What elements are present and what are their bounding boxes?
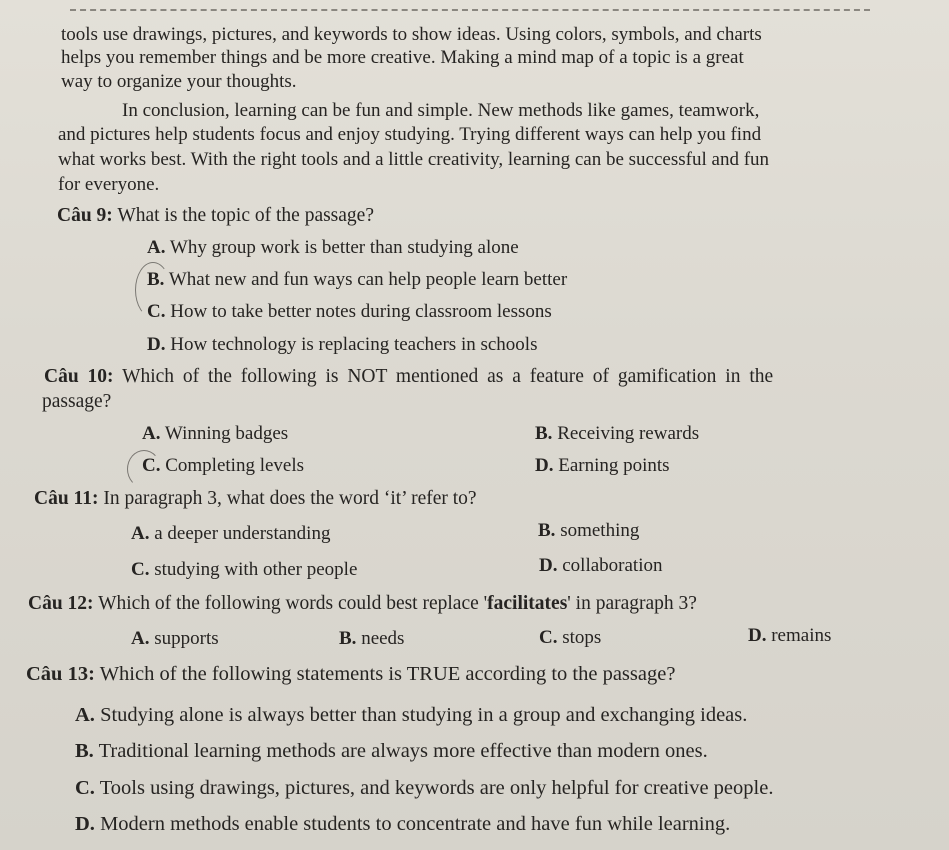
question-12-stem [28,593,697,615]
option-d[interactable] [147,334,537,356]
option-text: collaboration [562,555,663,576]
question-10-stem-cont: passage? [42,391,112,412]
question-text: In paragraph 3, what does the word ‘it’ refer to? [103,488,477,509]
passage-line: what works best. With the right tools and a little creativity, learning can be successful and fun [58,149,770,170]
option-b[interactable] [75,740,708,762]
question-label: Câu 10: [44,366,114,387]
passage-line: helps you remember things and be more creative. Making a mind map of a topic is a great [61,47,744,68]
option-text: needs [361,628,405,649]
option-letter: A. [75,704,95,726]
option-d[interactable] [75,813,730,835]
option-letter: A. [147,237,166,258]
option-text: Traditional learning methods are always more effective than modern ones. [98,740,708,762]
option-letter: D. [147,334,166,355]
option-d[interactable] [539,555,662,577]
option-c[interactable] [75,777,773,799]
question-text: Which of the following is NOT mentioned as a feature of gamification in the [122,366,774,387]
option-b[interactable] [535,423,699,445]
option-text: Why group work is better than studying alone [169,237,519,258]
option-b[interactable] [147,269,567,291]
question-11-stem [34,488,477,510]
option-letter: A. [142,423,161,444]
option-text: studying with other people [154,559,358,580]
question-label: Câu 9: [57,205,113,226]
option-d[interactable] [535,455,670,477]
option-letter: D. [748,625,767,646]
option-letter: C. [131,559,150,580]
question-text: What is the topic of the passage? [117,205,374,226]
passage-line: and pictures help students focus and enjoy studying. Trying different ways can help you find [58,124,762,145]
option-text: Earning points [558,455,670,476]
option-text: remains [771,625,832,646]
option-a[interactable] [142,423,288,445]
passage-line: In conclusion, learning can be fun and simple. New methods like games, teamwork, [122,100,760,121]
question-13-stem [26,663,675,685]
question-text: Which of the following words could best replace ' [98,593,488,614]
option-a[interactable] [147,237,519,259]
option-text: Completing levels [165,455,305,476]
option-letter: C. [147,301,166,322]
question-10-stem [44,366,773,388]
option-c[interactable] [147,301,552,323]
passage-line: for everyone. [58,174,160,195]
option-text: How technology is replacing teachers in schools [170,334,538,355]
passage-line: way to organize your thoughts. [61,71,297,92]
pencil-circle-mark [127,450,161,488]
page-divider [70,9,870,11]
option-letter: B. [339,628,357,649]
option-text: supports [154,628,219,649]
option-letter: D. [535,455,554,476]
option-text: Studying alone is always better than studying in a group and exchanging ideas. [100,704,748,726]
option-text: stops [562,627,602,648]
option-letter: B. [147,269,165,290]
option-c[interactable] [539,627,601,649]
option-text: What new and fun ways can help people learn better [168,269,568,290]
option-letter: C. [539,627,558,648]
option-letter: C. [75,777,95,799]
option-b[interactable] [538,520,639,542]
option-text: Receiving rewards [557,423,700,444]
question-9-stem [57,205,374,227]
option-a[interactable] [131,523,330,545]
option-text: Modern methods enable students to concentrate and have fun while learning. [100,813,731,835]
option-letter: D. [539,555,558,576]
option-a[interactable] [131,628,219,650]
option-d[interactable] [748,625,831,647]
option-c[interactable] [142,455,304,477]
option-letter: A. [131,523,150,544]
option-letter: B. [538,520,556,541]
option-letter: B. [535,423,553,444]
option-b[interactable] [339,628,404,650]
question-text: ' in paragraph 3? [567,593,697,614]
option-letter: C. [142,455,161,476]
option-letter: A. [131,628,150,649]
option-text: a deeper understanding [154,523,331,544]
option-text: something [560,520,640,541]
option-text: Tools using drawings, pictures, and keywords are only helpful for creative people. [99,777,774,799]
question-keyword: facilitates [487,593,568,614]
option-letter: B. [75,740,94,762]
question-label: Câu 12: [28,593,94,614]
passage-line: tools use drawings, pictures, and keywords to show ideas. Using colors, symbols, and charts [61,24,762,45]
option-text: Winning badges [164,423,289,444]
option-c[interactable] [131,559,357,581]
question-label: Câu 11: [34,488,99,509]
question-label: Câu 13: [26,663,95,685]
option-a[interactable] [75,704,747,726]
option-letter: D. [75,813,95,835]
question-text: Which of the following statements is TRUE according to the passage? [99,663,676,685]
option-text: How to take better notes during classroom lessons [170,301,552,322]
